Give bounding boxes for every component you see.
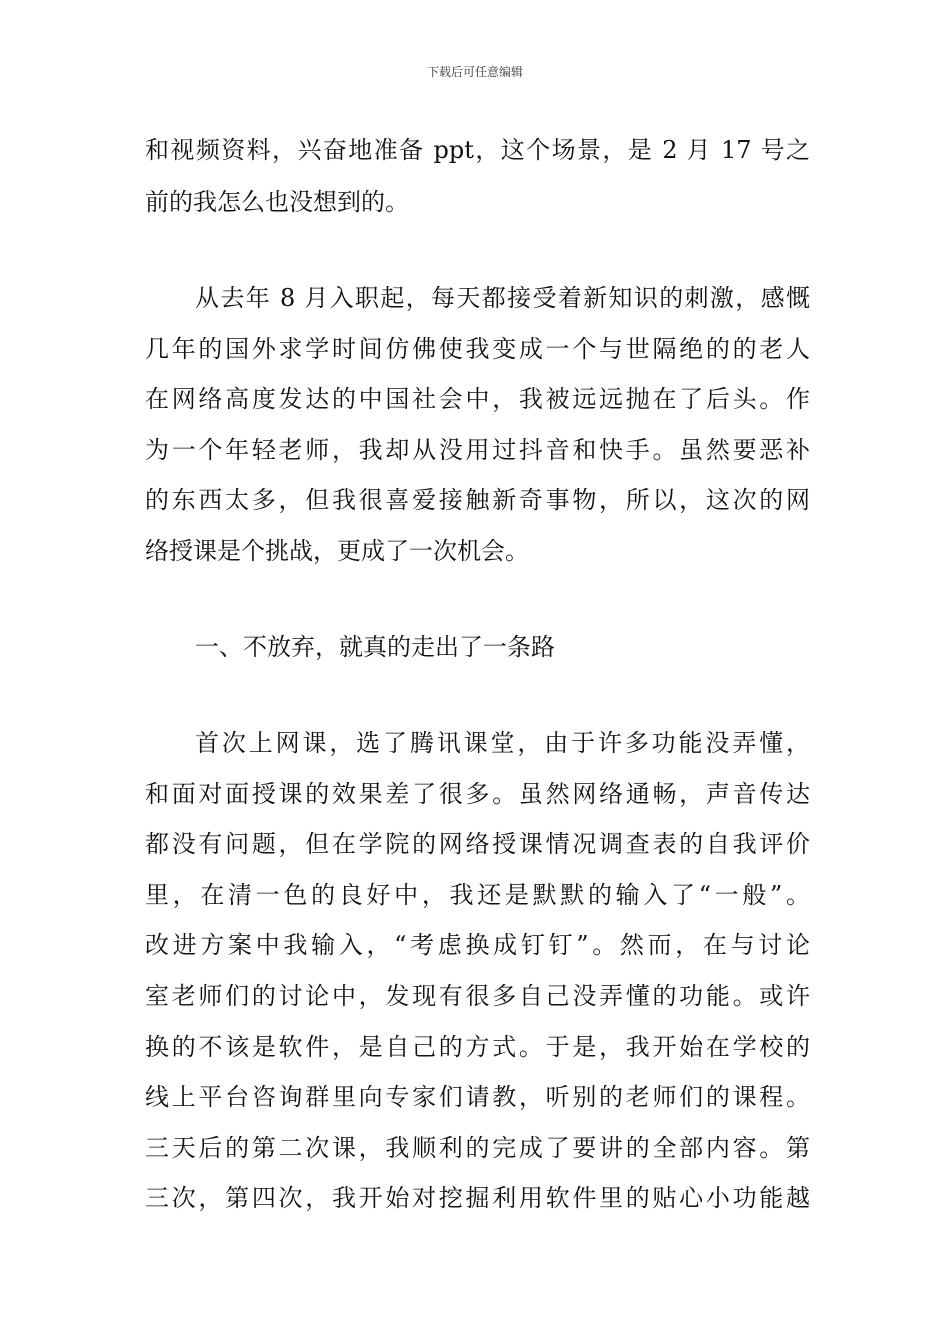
paragraph-2-line-2: 几年的国外求学时间仿佛使我变成一个与世隔绝的的老人 (145, 335, 810, 363)
paragraph-3-line-7: 换的不该是软件，是自己的方式。于是，我开始在学校的 (145, 1033, 810, 1061)
paragraph-1-line-1: 和视频资料，兴奋地准备 ppt，这个场景，是 2 月 17 号之 (145, 136, 810, 164)
paragraph-3-line-2: 和面对面授课的效果差了很多。虽然网络通畅，声音传达 (145, 780, 810, 808)
page-header: 下载后可任意编辑 (426, 65, 523, 79)
paragraph-3-line-3: 都没有问题，但在学院的网络授课情况调查表的自我评价 (145, 830, 810, 858)
paragraph-3-line-8: 线上平台咨询群里向专家们请教，听别的老师们的课程。 (145, 1083, 810, 1111)
paragraph-3-line-5: 改进方案中我输入，“考虑换成钉钉”。然而，在与讨论 (145, 931, 810, 959)
paragraph-3-line-1: 首次上网课，选了腾讯课堂，由于许多功能没弄懂， (195, 729, 810, 757)
section-heading: 一、不放弃，就真的走出了一条路 (195, 633, 555, 661)
paragraph-3-line-6: 室老师们的讨论中，发现有很多自己没弄懂的功能。或许 (145, 982, 810, 1010)
paragraph-2-line-5: 的东西太多，但我很喜爱接触新奇事物，所以，这次的网 (145, 486, 810, 514)
paragraph-3-line-10: 三次，第四次，我开始对挖掘利用软件里的贴心小功能越 (145, 1184, 810, 1212)
paragraph-2-line-3: 在网络高度发达的中国社会中，我被远远抛在了后头。作 (145, 385, 810, 413)
paragraph-2-line-4: 为一个年轻老师，我却从没用过抖音和快手。虽然要恶补 (145, 436, 810, 464)
paragraph-3-line-4: 里，在清一色的良好中，我还是默默的输入了“一般”。 (145, 881, 810, 909)
paragraph-2-line-1: 从去年 8 月入职起，每天都接受着新知识的刺激，感慨 (195, 284, 810, 312)
paragraph-2-line-6: 络授课是个挑战，更成了一次机会。 (145, 537, 529, 565)
paragraph-3-line-9: 三天后的第二次课，我顺利的完成了要讲的全部内容。第 (145, 1134, 810, 1162)
paragraph-1-line-2: 前的我怎么也没想到的。 (145, 188, 409, 216)
